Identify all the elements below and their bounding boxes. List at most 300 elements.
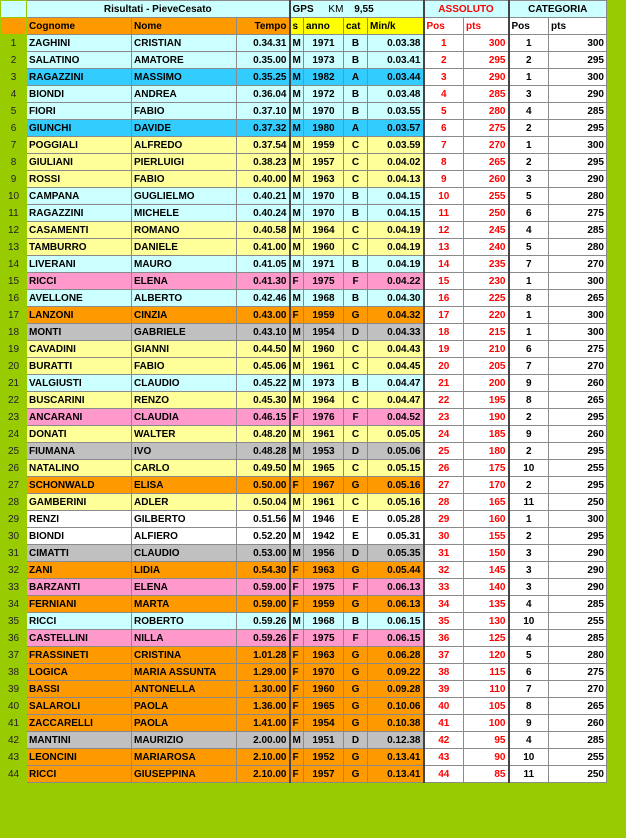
absolute-position-cell[interactable]: 6 bbox=[424, 120, 464, 137]
sex-cell[interactable]: F bbox=[290, 579, 304, 596]
sex-cell[interactable]: M bbox=[290, 613, 304, 630]
absolute-points-cell[interactable]: 100 bbox=[464, 715, 509, 732]
col-name-header[interactable]: Nome bbox=[132, 18, 237, 35]
sex-cell[interactable]: M bbox=[290, 239, 304, 256]
category-cell[interactable]: C bbox=[344, 171, 368, 188]
category-position-cell[interactable]: 5 bbox=[509, 239, 549, 256]
name-cell[interactable]: ELENA bbox=[132, 579, 237, 596]
row-number-cell[interactable]: 23 bbox=[1, 409, 27, 426]
absolute-points-cell[interactable]: 185 bbox=[464, 426, 509, 443]
category-cell[interactable]: C bbox=[344, 426, 368, 443]
name-cell[interactable]: ROBERTO bbox=[132, 613, 237, 630]
year-cell[interactable]: 1951 bbox=[304, 732, 344, 749]
year-cell[interactable]: 1972 bbox=[304, 86, 344, 103]
row-number-cell[interactable]: 3 bbox=[1, 69, 27, 86]
absolute-points-cell[interactable]: 155 bbox=[464, 528, 509, 545]
category-points-cell[interactable]: 300 bbox=[549, 69, 607, 86]
category-cell[interactable]: C bbox=[344, 358, 368, 375]
time-cell[interactable]: 0.59.00 bbox=[237, 596, 290, 613]
surname-cell[interactable]: RICCI bbox=[27, 273, 132, 290]
year-cell[interactable]: 1960 bbox=[304, 681, 344, 698]
category-points-cell[interactable]: 275 bbox=[549, 205, 607, 222]
absolute-points-cell[interactable]: 260 bbox=[464, 171, 509, 188]
year-cell[interactable]: 1970 bbox=[304, 205, 344, 222]
category-position-cell[interactable]: 5 bbox=[509, 188, 549, 205]
name-cell[interactable]: ELENA bbox=[132, 273, 237, 290]
category-position-cell[interactable]: 1 bbox=[509, 35, 549, 52]
category-position-cell[interactable]: 2 bbox=[509, 528, 549, 545]
year-cell[interactable]: 1980 bbox=[304, 120, 344, 137]
row-number-cell[interactable]: 26 bbox=[1, 460, 27, 477]
absolute-points-cell[interactable]: 295 bbox=[464, 52, 509, 69]
col-sex-header[interactable]: s bbox=[290, 18, 304, 35]
pace-cell[interactable]: 0.03.55 bbox=[368, 103, 424, 120]
pace-cell[interactable]: 0.03.38 bbox=[368, 35, 424, 52]
absolute-points-cell[interactable]: 285 bbox=[464, 86, 509, 103]
category-cell[interactable]: G bbox=[344, 766, 368, 783]
name-cell[interactable]: GILBERTO bbox=[132, 511, 237, 528]
category-cell[interactable]: G bbox=[344, 562, 368, 579]
category-points-cell[interactable]: 290 bbox=[549, 562, 607, 579]
name-cell[interactable]: GIANNI bbox=[132, 341, 237, 358]
time-cell[interactable]: 0.52.20 bbox=[237, 528, 290, 545]
category-cell[interactable]: A bbox=[344, 120, 368, 137]
name-cell[interactable]: PAOLA bbox=[132, 715, 237, 732]
category-points-cell[interactable]: 300 bbox=[549, 273, 607, 290]
absolute-position-cell[interactable]: 18 bbox=[424, 324, 464, 341]
row-number-cell[interactable]: 16 bbox=[1, 290, 27, 307]
year-cell[interactable]: 1954 bbox=[304, 715, 344, 732]
time-cell[interactable]: 1.36.00 bbox=[237, 698, 290, 715]
sex-cell[interactable]: M bbox=[290, 222, 304, 239]
year-cell[interactable]: 1970 bbox=[304, 188, 344, 205]
surname-cell[interactable]: BARZANTI bbox=[27, 579, 132, 596]
report-title[interactable]: Risultati - PieveCesato bbox=[27, 1, 290, 18]
category-cell[interactable]: F bbox=[344, 630, 368, 647]
surname-cell[interactable]: FIORI bbox=[27, 103, 132, 120]
name-cell[interactable]: FABIO bbox=[132, 358, 237, 375]
category-points-cell[interactable]: 285 bbox=[549, 630, 607, 647]
row-number-cell[interactable]: 40 bbox=[1, 698, 27, 715]
category-position-cell[interactable]: 2 bbox=[509, 154, 549, 171]
category-cell[interactable]: D bbox=[344, 324, 368, 341]
category-points-cell[interactable]: 280 bbox=[549, 647, 607, 664]
category-points-cell[interactable]: 260 bbox=[549, 715, 607, 732]
category-position-cell[interactable]: 10 bbox=[509, 613, 549, 630]
row-number-cell[interactable]: 37 bbox=[1, 647, 27, 664]
row-number-cell[interactable]: 5 bbox=[1, 103, 27, 120]
time-cell[interactable]: 2.00.00 bbox=[237, 732, 290, 749]
row-number-cell[interactable]: 18 bbox=[1, 324, 27, 341]
sex-cell[interactable]: M bbox=[290, 392, 304, 409]
sex-cell[interactable]: M bbox=[290, 154, 304, 171]
absolute-position-cell[interactable]: 36 bbox=[424, 630, 464, 647]
name-cell[interactable]: ROMANO bbox=[132, 222, 237, 239]
year-cell[interactable]: 1971 bbox=[304, 35, 344, 52]
category-cell[interactable]: G bbox=[344, 681, 368, 698]
col-surname-header[interactable]: Cognome bbox=[27, 18, 132, 35]
pace-cell[interactable]: 0.05.31 bbox=[368, 528, 424, 545]
absolute-points-cell[interactable]: 180 bbox=[464, 443, 509, 460]
year-cell[interactable]: 1965 bbox=[304, 460, 344, 477]
time-cell[interactable]: 0.43.10 bbox=[237, 324, 290, 341]
category-position-cell[interactable]: 10 bbox=[509, 460, 549, 477]
time-cell[interactable]: 0.53.00 bbox=[237, 545, 290, 562]
surname-cell[interactable]: LOGICA bbox=[27, 664, 132, 681]
pace-cell[interactable]: 0.05.35 bbox=[368, 545, 424, 562]
surname-cell[interactable]: SALAROLI bbox=[27, 698, 132, 715]
category-position-cell[interactable]: 10 bbox=[509, 749, 549, 766]
time-cell[interactable]: 0.48.20 bbox=[237, 426, 290, 443]
pace-cell[interactable]: 0.12.38 bbox=[368, 732, 424, 749]
name-cell[interactable]: PAOLA bbox=[132, 698, 237, 715]
absolute-position-cell[interactable]: 30 bbox=[424, 528, 464, 545]
absolute-points-cell[interactable]: 245 bbox=[464, 222, 509, 239]
surname-cell[interactable]: RICCI bbox=[27, 613, 132, 630]
year-cell[interactable]: 1963 bbox=[304, 171, 344, 188]
year-cell[interactable]: 1954 bbox=[304, 324, 344, 341]
surname-cell[interactable]: ROSSI bbox=[27, 171, 132, 188]
category-position-cell[interactable]: 3 bbox=[509, 579, 549, 596]
year-cell[interactable]: 1959 bbox=[304, 137, 344, 154]
category-points-cell[interactable]: 290 bbox=[549, 579, 607, 596]
category-cell[interactable]: D bbox=[344, 732, 368, 749]
category-points-cell[interactable]: 255 bbox=[549, 749, 607, 766]
absolute-position-cell[interactable]: 37 bbox=[424, 647, 464, 664]
absolute-points-cell[interactable]: 240 bbox=[464, 239, 509, 256]
absolute-points-cell[interactable]: 150 bbox=[464, 545, 509, 562]
pace-cell[interactable]: 0.04.19 bbox=[368, 239, 424, 256]
pace-cell[interactable]: 0.04.13 bbox=[368, 171, 424, 188]
col-pts-cat-header[interactable]: pts bbox=[549, 18, 607, 35]
time-cell[interactable]: 2.10.00 bbox=[237, 766, 290, 783]
category-cell[interactable]: B bbox=[344, 86, 368, 103]
absolute-position-cell[interactable]: 12 bbox=[424, 222, 464, 239]
pace-cell[interactable]: 0.09.28 bbox=[368, 681, 424, 698]
year-cell[interactable]: 1968 bbox=[304, 290, 344, 307]
pace-cell[interactable]: 0.04.43 bbox=[368, 341, 424, 358]
sex-cell[interactable]: M bbox=[290, 443, 304, 460]
category-position-cell[interactable]: 11 bbox=[509, 766, 549, 783]
absolute-points-cell[interactable]: 135 bbox=[464, 596, 509, 613]
year-cell[interactable]: 1946 bbox=[304, 511, 344, 528]
year-cell[interactable]: 1957 bbox=[304, 766, 344, 783]
sex-cell[interactable]: F bbox=[290, 596, 304, 613]
sex-cell[interactable]: M bbox=[290, 52, 304, 69]
pace-cell[interactable]: 0.04.33 bbox=[368, 324, 424, 341]
year-cell[interactable]: 1982 bbox=[304, 69, 344, 86]
pace-cell[interactable]: 0.04.52 bbox=[368, 409, 424, 426]
name-cell[interactable]: CLAUDIA bbox=[132, 409, 237, 426]
absolute-points-cell[interactable]: 205 bbox=[464, 358, 509, 375]
category-points-cell[interactable]: 280 bbox=[549, 188, 607, 205]
row-number-cell[interactable]: 28 bbox=[1, 494, 27, 511]
surname-cell[interactable]: LEONCINI bbox=[27, 749, 132, 766]
year-cell[interactable]: 1959 bbox=[304, 307, 344, 324]
category-cell[interactable]: B bbox=[344, 205, 368, 222]
pace-cell[interactable]: 0.06.15 bbox=[368, 630, 424, 647]
category-points-cell[interactable]: 275 bbox=[549, 664, 607, 681]
pace-cell[interactable]: 0.04.15 bbox=[368, 205, 424, 222]
sex-cell[interactable]: F bbox=[290, 409, 304, 426]
category-cell[interactable]: G bbox=[344, 698, 368, 715]
name-cell[interactable]: CLAUDIO bbox=[132, 545, 237, 562]
pace-cell[interactable]: 0.03.59 bbox=[368, 137, 424, 154]
pace-cell[interactable]: 0.06.13 bbox=[368, 579, 424, 596]
absolute-points-cell[interactable]: 195 bbox=[464, 392, 509, 409]
category-position-cell[interactable]: 9 bbox=[509, 426, 549, 443]
pace-cell[interactable]: 0.05.16 bbox=[368, 494, 424, 511]
pace-cell[interactable]: 0.04.19 bbox=[368, 256, 424, 273]
sex-cell[interactable]: F bbox=[290, 307, 304, 324]
col-cat-header[interactable]: cat bbox=[344, 18, 368, 35]
surname-cell[interactable]: ANCARANI bbox=[27, 409, 132, 426]
sex-cell[interactable]: M bbox=[290, 290, 304, 307]
category-points-cell[interactable]: 295 bbox=[549, 409, 607, 426]
name-cell[interactable]: MAURO bbox=[132, 256, 237, 273]
absolute-position-cell[interactable]: 8 bbox=[424, 154, 464, 171]
year-cell[interactable]: 1976 bbox=[304, 409, 344, 426]
year-cell[interactable]: 1963 bbox=[304, 562, 344, 579]
row-number-cell[interactable]: 12 bbox=[1, 222, 27, 239]
time-cell[interactable]: 1.01.28 bbox=[237, 647, 290, 664]
category-points-cell[interactable]: 275 bbox=[549, 341, 607, 358]
pace-cell[interactable]: 0.05.28 bbox=[368, 511, 424, 528]
absolute-points-cell[interactable]: 290 bbox=[464, 69, 509, 86]
name-cell[interactable]: MARIAROSA bbox=[132, 749, 237, 766]
category-points-cell[interactable]: 270 bbox=[549, 358, 607, 375]
time-cell[interactable]: 1.30.00 bbox=[237, 681, 290, 698]
category-points-cell[interactable]: 265 bbox=[549, 392, 607, 409]
category-cell[interactable]: G bbox=[344, 664, 368, 681]
pace-cell[interactable]: 0.03.57 bbox=[368, 120, 424, 137]
year-cell[interactable]: 1960 bbox=[304, 341, 344, 358]
category-position-cell[interactable]: 1 bbox=[509, 69, 549, 86]
row-number-cell[interactable]: 15 bbox=[1, 273, 27, 290]
year-cell[interactable]: 1975 bbox=[304, 273, 344, 290]
pace-cell[interactable]: 0.13.41 bbox=[368, 766, 424, 783]
category-points-cell[interactable]: 295 bbox=[549, 528, 607, 545]
row-number-cell[interactable]: 31 bbox=[1, 545, 27, 562]
sex-cell[interactable]: M bbox=[290, 137, 304, 154]
sex-cell[interactable]: F bbox=[290, 562, 304, 579]
year-cell[interactable]: 1971 bbox=[304, 256, 344, 273]
category-points-cell[interactable]: 250 bbox=[549, 766, 607, 783]
time-cell[interactable]: 0.40.21 bbox=[237, 188, 290, 205]
year-cell[interactable]: 1964 bbox=[304, 222, 344, 239]
surname-cell[interactable]: ZAGHINI bbox=[27, 35, 132, 52]
time-cell[interactable]: 0.40.58 bbox=[237, 222, 290, 239]
category-points-cell[interactable]: 300 bbox=[549, 511, 607, 528]
absolute-points-cell[interactable]: 175 bbox=[464, 460, 509, 477]
category-position-cell[interactable]: 2 bbox=[509, 52, 549, 69]
name-cell[interactable]: ALFREDO bbox=[132, 137, 237, 154]
absolute-position-cell[interactable]: 24 bbox=[424, 426, 464, 443]
name-cell[interactable]: DANIELE bbox=[132, 239, 237, 256]
name-cell[interactable]: WALTER bbox=[132, 426, 237, 443]
surname-cell[interactable]: AVELLONE bbox=[27, 290, 132, 307]
row-number-cell[interactable]: 17 bbox=[1, 307, 27, 324]
time-cell[interactable]: 0.50.04 bbox=[237, 494, 290, 511]
row-number-cell[interactable]: 30 bbox=[1, 528, 27, 545]
row-number-cell[interactable]: 14 bbox=[1, 256, 27, 273]
category-points-cell[interactable]: 290 bbox=[549, 545, 607, 562]
name-cell[interactable]: ADLER bbox=[132, 494, 237, 511]
sex-cell[interactable]: F bbox=[290, 715, 304, 732]
surname-cell[interactable]: BIONDI bbox=[27, 86, 132, 103]
row-number-cell[interactable]: 27 bbox=[1, 477, 27, 494]
category-cell[interactable]: C bbox=[344, 239, 368, 256]
year-cell[interactable]: 1973 bbox=[304, 52, 344, 69]
pace-cell[interactable]: 0.06.13 bbox=[368, 596, 424, 613]
category-points-cell[interactable]: 290 bbox=[549, 86, 607, 103]
absolute-points-cell[interactable]: 85 bbox=[464, 766, 509, 783]
name-cell[interactable]: CRISTIAN bbox=[132, 35, 237, 52]
category-points-cell[interactable]: 285 bbox=[549, 732, 607, 749]
sex-cell[interactable]: M bbox=[290, 324, 304, 341]
pace-cell[interactable]: 0.04.19 bbox=[368, 222, 424, 239]
surname-cell[interactable]: BASSI bbox=[27, 681, 132, 698]
surname-cell[interactable]: LANZONI bbox=[27, 307, 132, 324]
sex-cell[interactable]: M bbox=[290, 35, 304, 52]
pace-cell[interactable]: 0.09.22 bbox=[368, 664, 424, 681]
surname-cell[interactable]: CASTELLINI bbox=[27, 630, 132, 647]
pace-cell[interactable]: 0.06.28 bbox=[368, 647, 424, 664]
row-number-cell[interactable]: 11 bbox=[1, 205, 27, 222]
absolute-points-cell[interactable]: 170 bbox=[464, 477, 509, 494]
time-cell[interactable]: 0.45.06 bbox=[237, 358, 290, 375]
category-cell[interactable]: D bbox=[344, 443, 368, 460]
category-header[interactable]: CATEGORIA bbox=[509, 1, 607, 18]
surname-cell[interactable]: SALATINO bbox=[27, 52, 132, 69]
name-cell[interactable]: FABIO bbox=[132, 103, 237, 120]
row-number-cell[interactable]: 42 bbox=[1, 732, 27, 749]
category-cell[interactable]: C bbox=[344, 137, 368, 154]
category-points-cell[interactable]: 300 bbox=[549, 35, 607, 52]
time-cell[interactable]: 0.34.31 bbox=[237, 35, 290, 52]
category-points-cell[interactable]: 260 bbox=[549, 375, 607, 392]
year-cell[interactable]: 1968 bbox=[304, 613, 344, 630]
name-cell[interactable]: ANDREA bbox=[132, 86, 237, 103]
sex-cell[interactable]: M bbox=[290, 732, 304, 749]
absolute-position-cell[interactable]: 25 bbox=[424, 443, 464, 460]
category-cell[interactable]: B bbox=[344, 103, 368, 120]
name-cell[interactable]: GABRIELE bbox=[132, 324, 237, 341]
row-number-cell[interactable]: 21 bbox=[1, 375, 27, 392]
surname-cell[interactable]: BIONDI bbox=[27, 528, 132, 545]
category-points-cell[interactable]: 270 bbox=[549, 681, 607, 698]
time-cell[interactable]: 0.48.28 bbox=[237, 443, 290, 460]
absolute-points-cell[interactable]: 280 bbox=[464, 103, 509, 120]
absolute-points-cell[interactable]: 190 bbox=[464, 409, 509, 426]
category-position-cell[interactable]: 4 bbox=[509, 596, 549, 613]
name-cell[interactable]: CARLO bbox=[132, 460, 237, 477]
category-cell[interactable]: B bbox=[344, 188, 368, 205]
name-cell[interactable]: PIERLUIGI bbox=[132, 154, 237, 171]
surname-cell[interactable]: RAGAZZINI bbox=[27, 69, 132, 86]
pace-cell[interactable]: 0.06.15 bbox=[368, 613, 424, 630]
row-number-cell[interactable]: 13 bbox=[1, 239, 27, 256]
sex-cell[interactable]: M bbox=[290, 171, 304, 188]
sex-cell[interactable]: M bbox=[290, 86, 304, 103]
category-position-cell[interactable]: 7 bbox=[509, 358, 549, 375]
time-cell[interactable]: 0.51.56 bbox=[237, 511, 290, 528]
surname-cell[interactable]: BURATTI bbox=[27, 358, 132, 375]
category-position-cell[interactable]: 2 bbox=[509, 477, 549, 494]
name-cell[interactable]: GIUSEPPINA bbox=[132, 766, 237, 783]
category-cell[interactable]: C bbox=[344, 341, 368, 358]
sex-cell[interactable]: F bbox=[290, 647, 304, 664]
absolute-position-cell[interactable]: 33 bbox=[424, 579, 464, 596]
row-number-cell[interactable]: 35 bbox=[1, 613, 27, 630]
category-position-cell[interactable]: 2 bbox=[509, 443, 549, 460]
category-points-cell[interactable]: 250 bbox=[549, 494, 607, 511]
year-cell[interactable]: 1970 bbox=[304, 103, 344, 120]
sex-cell[interactable]: F bbox=[290, 766, 304, 783]
name-cell[interactable]: RENZO bbox=[132, 392, 237, 409]
category-position-cell[interactable]: 5 bbox=[509, 647, 549, 664]
category-cell[interactable]: G bbox=[344, 596, 368, 613]
category-position-cell[interactable]: 6 bbox=[509, 205, 549, 222]
sex-cell[interactable]: M bbox=[290, 69, 304, 86]
absolute-position-cell[interactable]: 16 bbox=[424, 290, 464, 307]
col-time-header[interactable]: Tempo bbox=[237, 18, 290, 35]
surname-cell[interactable]: CAMPANA bbox=[27, 188, 132, 205]
pace-cell[interactable]: 0.05.06 bbox=[368, 443, 424, 460]
category-points-cell[interactable]: 265 bbox=[549, 290, 607, 307]
surname-cell[interactable]: SCHONWALD bbox=[27, 477, 132, 494]
sex-cell[interactable]: F bbox=[290, 749, 304, 766]
absolute-position-cell[interactable]: 41 bbox=[424, 715, 464, 732]
sex-cell[interactable]: M bbox=[290, 188, 304, 205]
sex-cell[interactable]: M bbox=[290, 460, 304, 477]
category-points-cell[interactable]: 255 bbox=[549, 613, 607, 630]
year-cell[interactable]: 1970 bbox=[304, 664, 344, 681]
row-number-cell[interactable]: 2 bbox=[1, 52, 27, 69]
time-cell[interactable]: 0.38.23 bbox=[237, 154, 290, 171]
time-cell[interactable]: 1.29.00 bbox=[237, 664, 290, 681]
row-number-cell[interactable]: 19 bbox=[1, 341, 27, 358]
absolute-points-cell[interactable]: 105 bbox=[464, 698, 509, 715]
time-cell[interactable]: 0.41.05 bbox=[237, 256, 290, 273]
category-points-cell[interactable]: 300 bbox=[549, 307, 607, 324]
row-number-cell[interactable]: 20 bbox=[1, 358, 27, 375]
category-position-cell[interactable]: 3 bbox=[509, 545, 549, 562]
absolute-points-cell[interactable]: 275 bbox=[464, 120, 509, 137]
category-position-cell[interactable]: 8 bbox=[509, 698, 549, 715]
surname-cell[interactable]: LIVERANI bbox=[27, 256, 132, 273]
category-points-cell[interactable]: 260 bbox=[549, 426, 607, 443]
absolute-position-cell[interactable]: 14 bbox=[424, 256, 464, 273]
category-cell[interactable]: C bbox=[344, 494, 368, 511]
sex-cell[interactable]: M bbox=[290, 358, 304, 375]
absolute-position-cell[interactable]: 2 bbox=[424, 52, 464, 69]
name-cell[interactable]: MASSIMO bbox=[132, 69, 237, 86]
absolute-points-cell[interactable]: 255 bbox=[464, 188, 509, 205]
category-position-cell[interactable]: 7 bbox=[509, 681, 549, 698]
category-position-cell[interactable]: 1 bbox=[509, 307, 549, 324]
category-cell[interactable]: B bbox=[344, 375, 368, 392]
category-position-cell[interactable]: 11 bbox=[509, 494, 549, 511]
row-number-cell[interactable]: 41 bbox=[1, 715, 27, 732]
gps-distance-cell[interactable] bbox=[290, 1, 424, 18]
row-number-cell[interactable]: 29 bbox=[1, 511, 27, 528]
category-cell[interactable]: E bbox=[344, 528, 368, 545]
surname-cell[interactable]: CIMATTI bbox=[27, 545, 132, 562]
sex-cell[interactable]: M bbox=[290, 375, 304, 392]
col-pos-cat-header[interactable]: Pos bbox=[509, 18, 549, 35]
row-number-cell[interactable]: 38 bbox=[1, 664, 27, 681]
